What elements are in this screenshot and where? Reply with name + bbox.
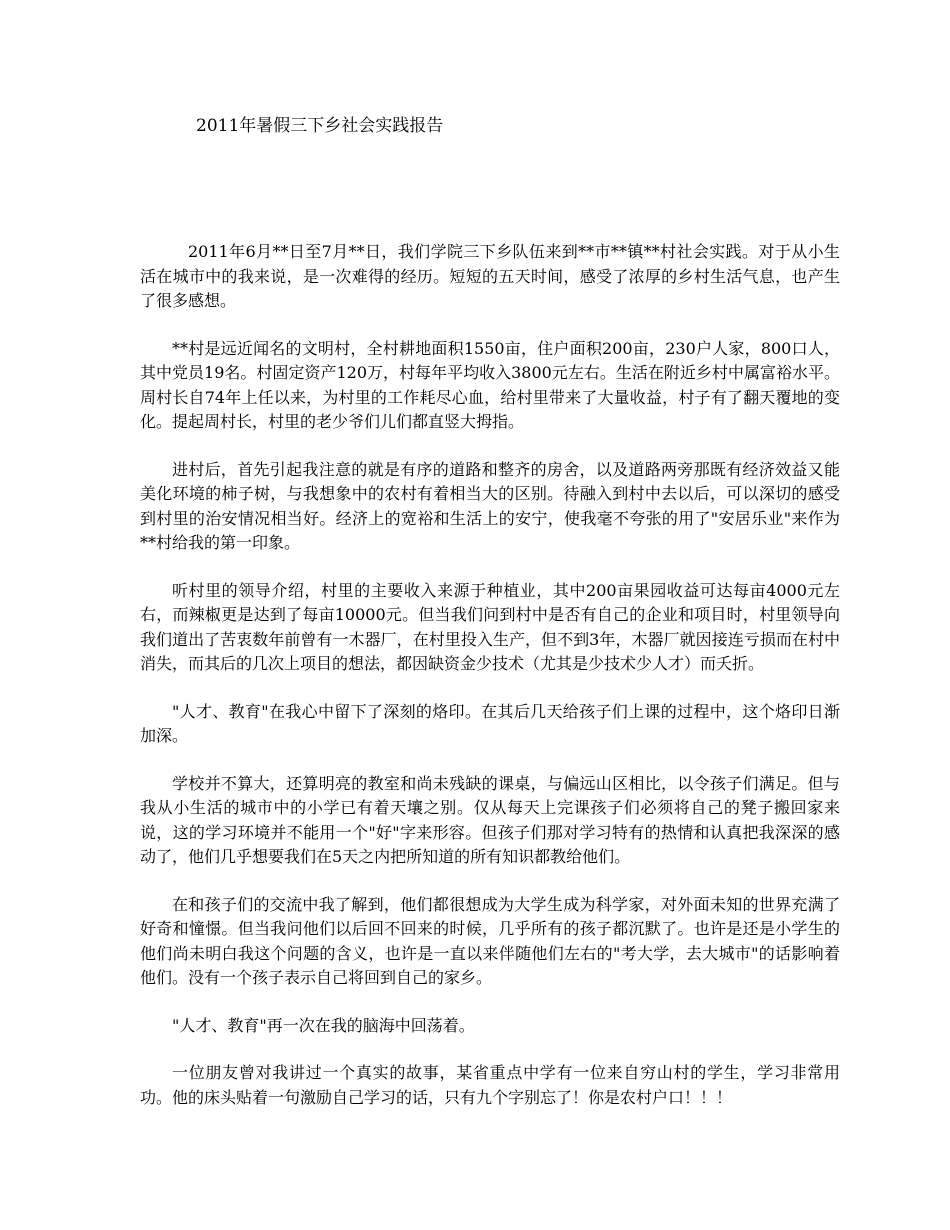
document-title: 2011年暑假三下乡社会实践报告 (196, 116, 444, 136)
paragraph: 进村后，首先引起我注意的就是有序的道路和整齐的房舍，以及道路两旁那既有经济效益又能美化环境的柿子树，与我想象中的农村有着相当大的区别。待融入到村中去以后，可以深切的感受到村里的治安情况相当好。经济上的宽裕和生活上的安宁，使我毫不夸张的用了"安居乐业"来作为**村给我的第一印象。 (140, 459, 840, 552)
document-body (140, 240, 840, 1133)
paragraph: **村是远近闻名的文明村，全村耕地面积1550亩，住户面积200亩，230户人家，800口人，其中党员19名。村固定资产120万，村每年平均收入3800元左右。生活在附近乡村中属富裕水平。周村长自74年上任以来，为村里的工作耗尽心血，给村里带来了大量收益，村子有了翻天覆地的变化。提起周村长，村里的老少爷们儿们都直竖大拇指。 (140, 338, 840, 431)
paragraph: 一位朋友曾对我讲过一个真实的故事，某省重点中学有一位来自穷山村的学生，学习非常用功。他的床头贴着一句激励自己学习的话，只有九个字别忘了！你是农村户口！！！ (140, 1063, 840, 1107)
paragraph: 在和孩子们的交流中我了解到，他们都很想成为大学生成为科学家，对外面未知的世界充满了好奇和憧憬。但当我问他们以后回不回来的时候，几乎所有的孩子都沉默了。也许是还是小学生的他们尚未明白我这个问题的含义，也许是一直以来伴随他们左右的"考大学，去大城市"的话影响着他们。没有一个孩子表示自己将回到自己的家乡。 (140, 894, 840, 987)
paragraph: "人才、教育"再一次在我的脑海中回荡着。 (172, 1015, 475, 1035)
paragraph: 学校并不算大，还算明亮的教室和尚未残缺的课桌，与偏远山区相比，以令孩子们满足。但与我从小生活的城市中的小学已有着天壤之别。仅从每天上完课孩子们必须将自己的凳子搬回家来说，这的学习环境并不能用一个"好"字来形容。但孩子们那对学习特有的热情和认真把我深深的感动了，他们几乎想要我们在5天之内把所知道的所有知识都教给他们。 (140, 773, 840, 866)
paragraph: 听村里的领导介绍，村里的主要收入来源于种植业，其中200亩果园收益可达每亩4000元左右，而辣椒更是达到了每亩10000元。但当我们问到村中是否有自己的企业和项目时，村里领导向我们道出了苦衷数年前曾有一木器厂，在村里投入生产，但不到3年，木器厂就因接连亏损而在村中消失，而其后的几次上项目的想法，都因缺资金少技术（尤其是少技术少人才）而夭折。 (140, 580, 840, 673)
paragraph: 2011年6月**日至7月**日，我们学院三下乡队伍来到**市**镇**村社会实践。对于从小生活在城市中的我来说，是一次难得的经历。短短的五天时间，感受了浓厚的乡村生活气息，也产生了很多感想。 (140, 242, 840, 310)
paragraph: "人才、教育"在我心中留下了深刻的烙印。在其后几天给孩子们上课的过程中，这个烙印日渐加深。 (140, 701, 840, 745)
